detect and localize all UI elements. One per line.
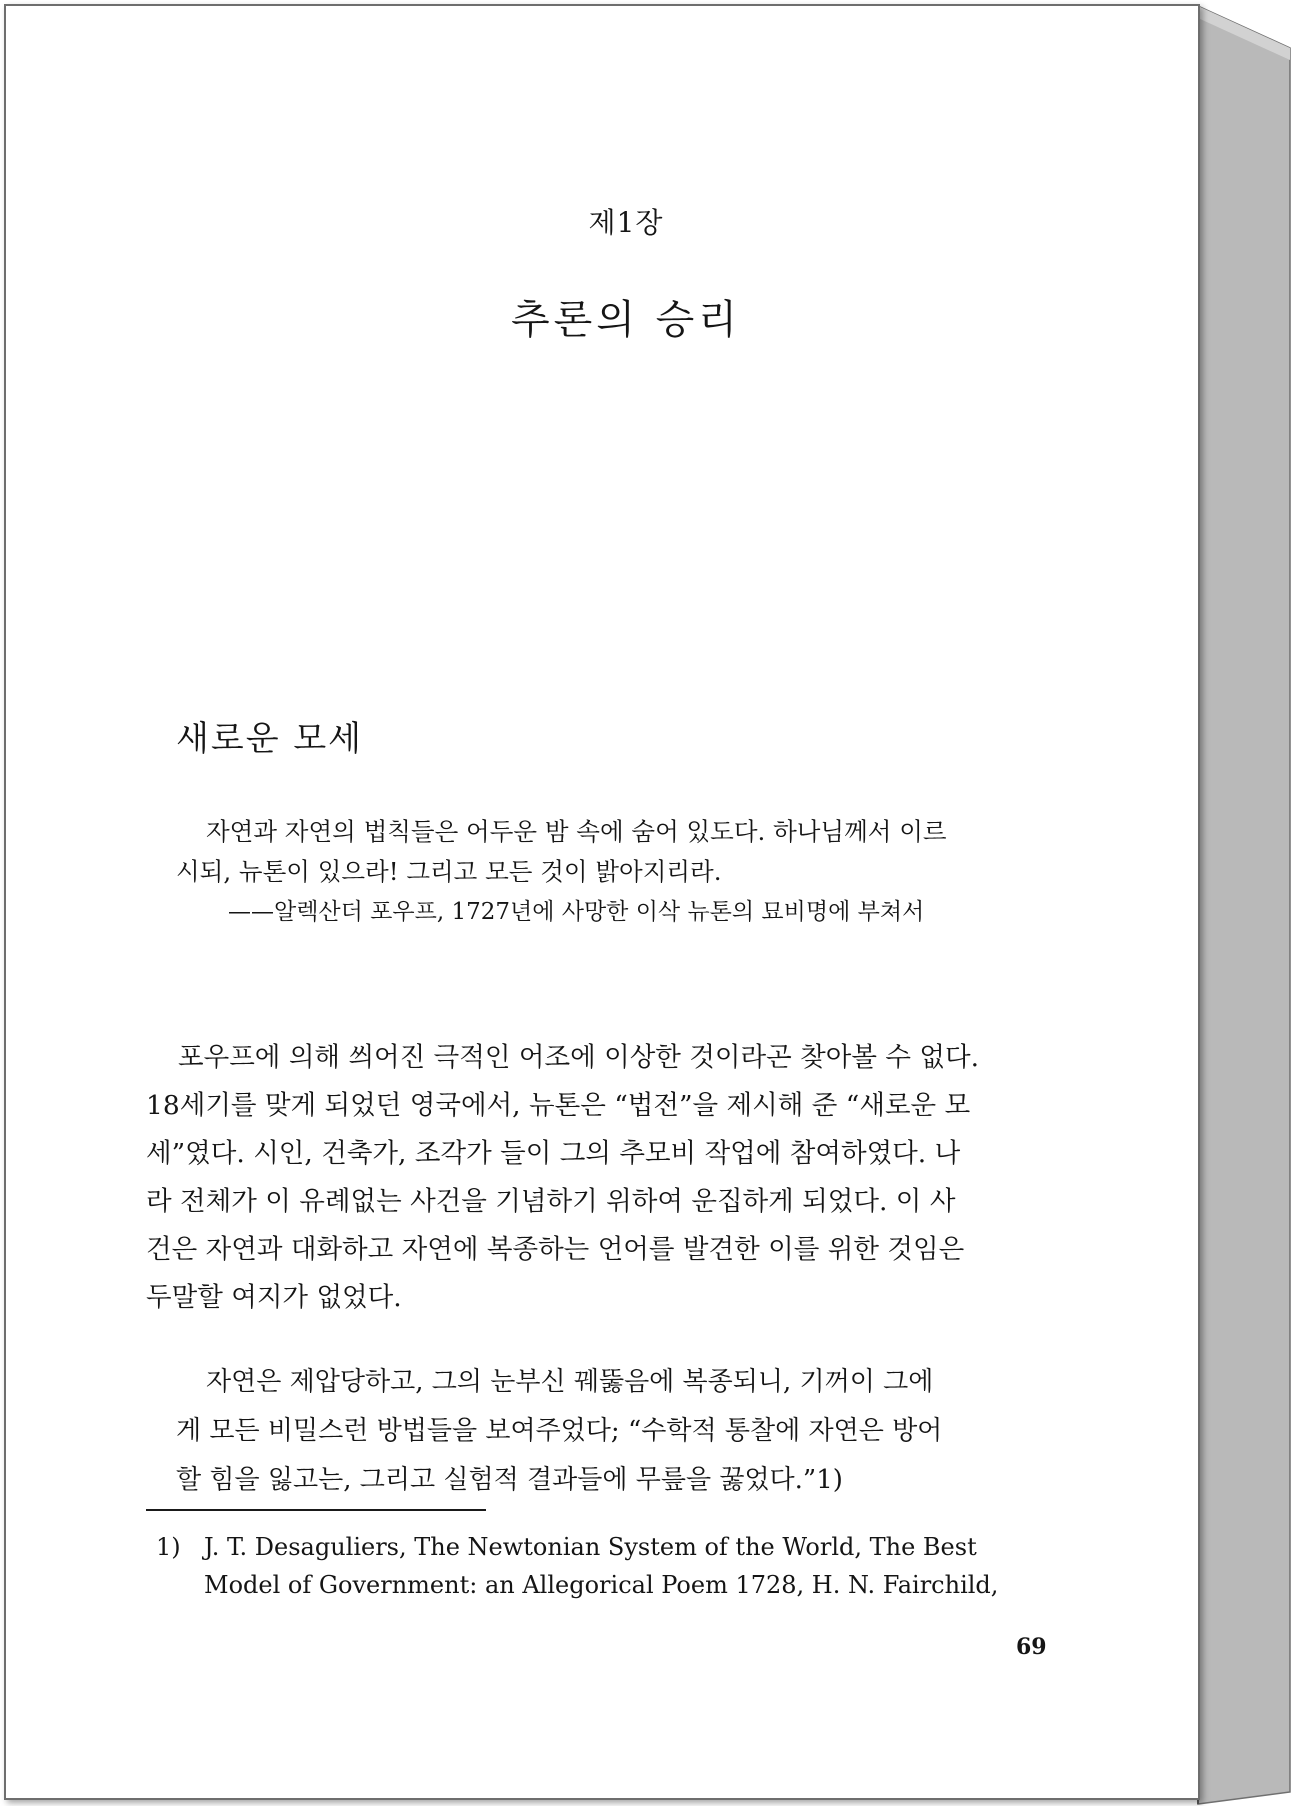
- epigraph-line: 자연과 자연의 법칙들은 어두운 밤 속에 숨어 있도다. 하나님께서 이르: [206, 817, 947, 846]
- body-line: 건은 자연과 대화하고 자연에 복종하는 언어를 발견한 이를 위한 것임은: [146, 1234, 965, 1265]
- chapter-title: 추론의 승리: [511, 297, 741, 343]
- chapter-label: 제1장: [588, 206, 664, 239]
- body-line: 두말할 여지가 없었다.: [146, 1282, 402, 1313]
- footnote-divider: [146, 1509, 486, 1511]
- epigraph-attribution: ——알렉산더 포우프, 1727년에 사망한 이삭 뉴톤의 묘비명에 부쳐서: [228, 899, 925, 925]
- block-quote: [176, 1358, 1076, 1505]
- footnote: [156, 1528, 1086, 1604]
- body-line: 세”였다. 시인, 건축가, 조각가 들이 그의 추모비 작업에 참여하였다. 나: [146, 1138, 961, 1169]
- footnote-number: 1): [156, 1533, 181, 1561]
- footnote-line: Model of Government: an Allegorical Poem 1728, H. N. Fairchild,: [204, 1571, 999, 1599]
- page-number: 69: [1016, 1634, 1047, 1660]
- epigraph-line: 시되, 뉴톤이 있으라! 그리고 모든 것이 밝아지리라.: [176, 857, 722, 886]
- book-page: [4, 4, 1200, 1800]
- quote-line: 할 힘을 잃고는, 그리고 실험적 결과들에 무릎을 꿇었다.”1): [176, 1465, 843, 1495]
- body-paragraph: [146, 1034, 1086, 1322]
- section-heading: 새로운 모세: [176, 719, 364, 759]
- body-line: 라 전체가 이 유례없는 사건을 기념하기 위하여 운집하게 되었다. 이 사: [146, 1186, 956, 1217]
- footnote-line: J. T. Desaguliers, The Newtonian System of the World, The Best: [204, 1533, 977, 1561]
- quote-line: 게 모든 비밀스런 방법들을 보여주었다; “수학적 통찰에 자연은 방어: [176, 1416, 943, 1446]
- footnote-text: [156, 1528, 1086, 1604]
- body-line: 포우프에 의해 씌어진 극적인 어조에 이상한 것이라곤 찾아볼 수 없다.: [178, 1042, 980, 1073]
- body-line: 18세기를 맞게 되었던 영국에서, 뉴톤은 “법전”을 제시해 준 “새로운 모: [146, 1090, 971, 1121]
- epigraph: [176, 812, 1056, 932]
- quote-line: 자연은 제압당하고, 그의 눈부신 꿰뚫음에 복종되니, 기꺼이 그에: [206, 1367, 934, 1397]
